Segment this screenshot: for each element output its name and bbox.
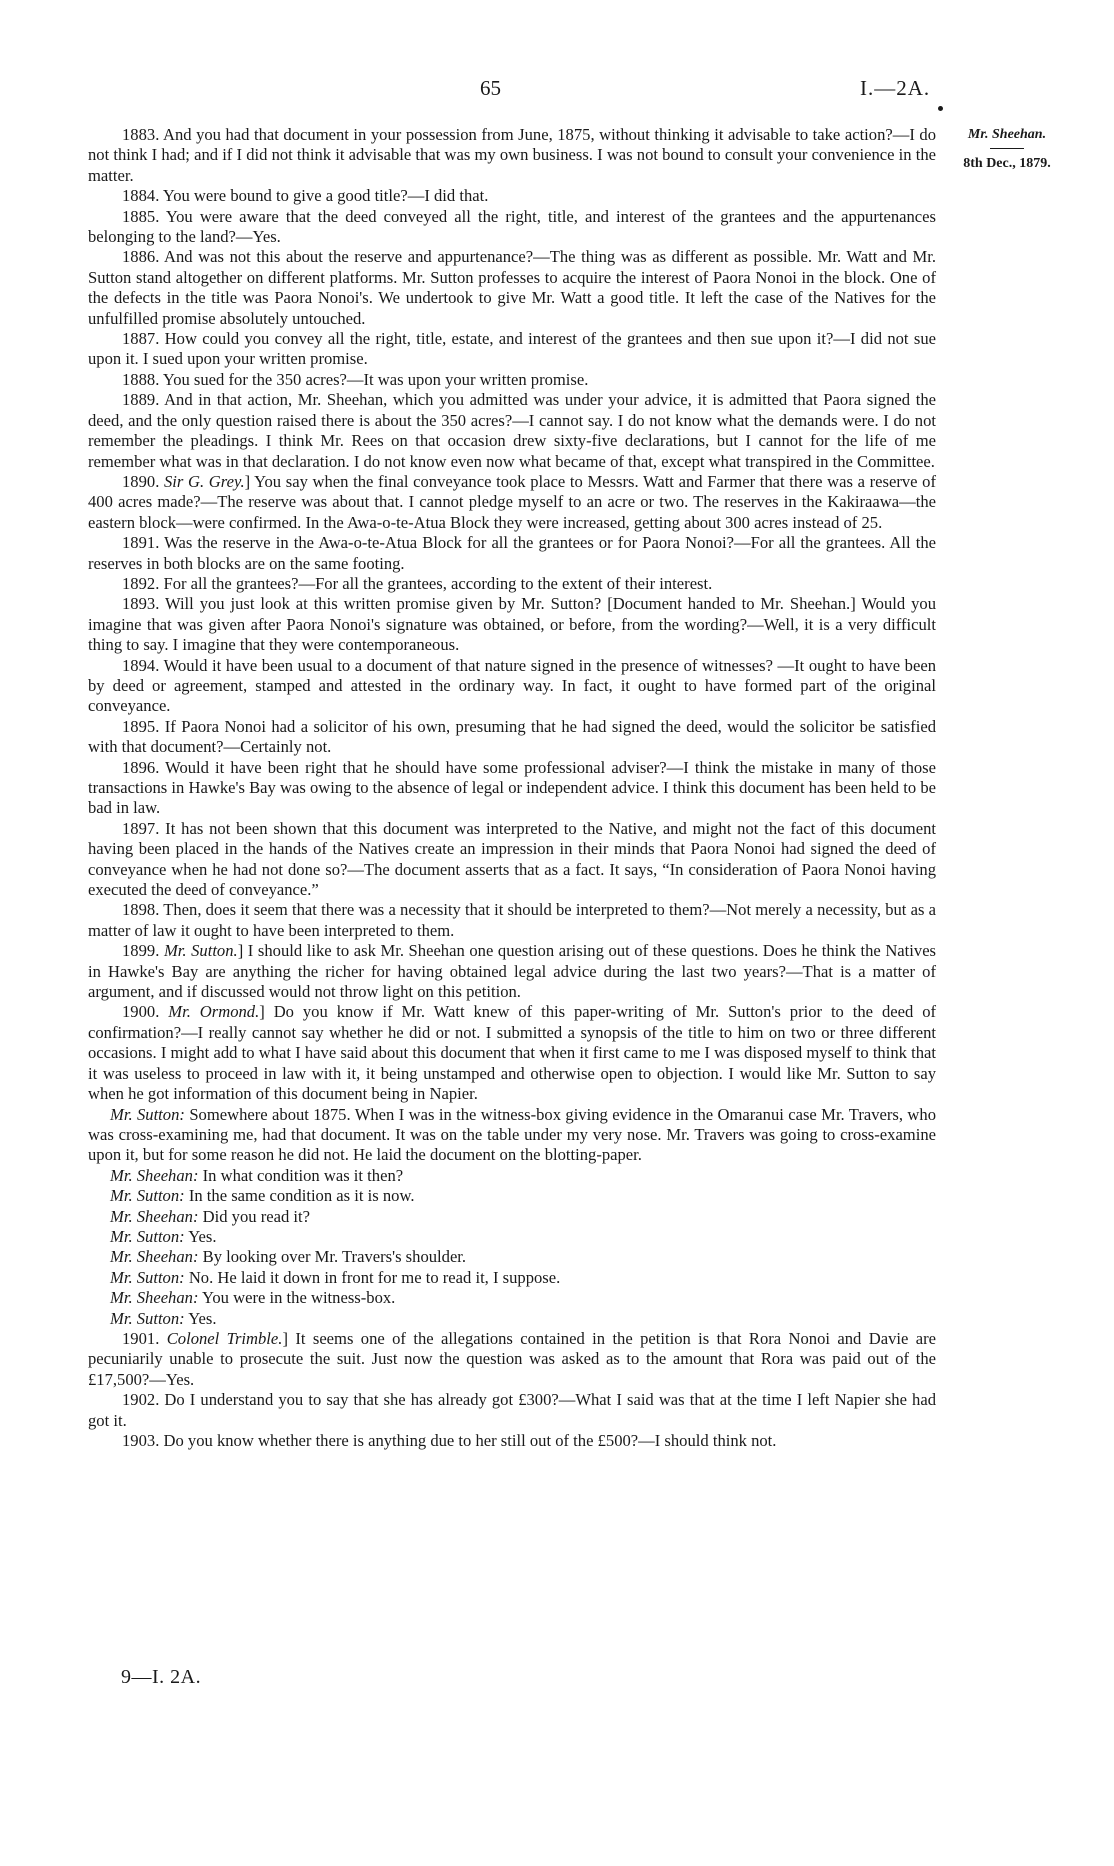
dialogue-speaker: Mr. Sutton: <box>110 1104 185 1124</box>
question-text: ] It seems one of the allegations contained in the petition is that Rora Nonoi and Davie are pecuniarily unable to prosecute the suit. Just now the question was asked as to the amount that Rora was paid out of the £17,500?—Yes. <box>88 1328 936 1389</box>
question-1901 <box>88 1329 936 1390</box>
dialogue-text: Yes. <box>188 1308 217 1328</box>
question-1892: 1892. For all the grantees?—For all the grantees, according to the extent of their interest. <box>122 573 713 593</box>
dialogue-text: Somewhere about 1875. When I was in the witness-box giving evidence in the Omaranui case Mr. Travers, who was cross-examining me, had that document. It was on the table under my very nose. Mr. Travers was going to cross-examine upon it, but for some reason he did not. He laid the document on the blotting-paper. <box>88 1104 936 1165</box>
question-1886: 1886. And was not this about the reserve and appurtenance?—The thing was as different as possible. Mr. Watt and Mr. Sutton stand altogether on different platforms. Mr. Sutton professes to acquire the interest of Paora Nonoi in the block. One of the defects in the title was Paora Nonoi's. We undertook to give Mr. Watt a good title. It left the case of the Natives for the unfulfilled promise absolutely untouched. <box>88 247 936 328</box>
question-1898: 1898. Then, does it seem that there was a necessity that it should be interpreted to them?—Not merely a necessity, but as a matter of law it ought to have been interpreted to them. <box>88 900 936 940</box>
question-number: 1890. <box>122 471 164 491</box>
question-1885: 1885. You were aware that the deed conveyed all the right, title, and interest of the grantees and the appurtenances belonging to the land?—Yes. <box>88 206 936 247</box>
question-1893: 1893. Will you just look at this written promise given by Mr. Sutton? [Document handed to Mr. Sheehan.] Would you imagine that was given after Paora Nonoi's signature was obtained, or before, from the wording?—Well, it is a very difficult thing to say. I imagine that they were contemporaneous. <box>88 594 936 655</box>
margin-note <box>943 124 1071 175</box>
question-1902: 1902. Do I understand you to say that she has already got £300?—What I said was that at the time I left Napier she had got it. <box>88 1390 936 1430</box>
dialogue-speaker: Mr. Sheehan: <box>110 1206 199 1226</box>
question-1900 <box>88 1002 936 1104</box>
margin-witness-name: Mr. Sheehan. <box>967 127 1047 142</box>
header-dot <box>938 106 943 111</box>
dialogue-text: No. He laid it down in front for me to read it, I suppose. <box>188 1267 561 1287</box>
dialogue-text: You were in the witness-box. <box>202 1288 396 1308</box>
question-number: 1901. <box>122 1328 167 1348</box>
questioner-name: Colonel Trimble. <box>166 1328 283 1348</box>
dialogue-text: In what condition was it then? <box>202 1165 404 1185</box>
dialogue-line <box>88 1288 936 1308</box>
dialogue-text: By looking over Mr. Travers's shoulder. <box>202 1247 467 1267</box>
question-1895: 1895. If Paora Nonoi had a solicitor of his own, presuming that he had signed the deed, would the solicitor be satisfied with that document?—Certainly not. <box>88 716 936 757</box>
dialogue-line <box>88 1105 936 1166</box>
question-1894: 1894. Would it have been usual to a document of that nature signed in the presence of witnesses? —It ought to have been by deed or agreement, stamped and attested in the ordinary way. In fact, it ought to have formed part of the original conveyance. <box>88 655 936 716</box>
dialogue-line <box>88 1227 936 1247</box>
question-1887: 1887. How could you convey all the right, title, estate, and interest of the grantees and then sue upon it?—I did not sue upon it. I sued upon your written promise. <box>88 329 936 369</box>
dialogue-line <box>88 1309 936 1329</box>
question-1903: 1903. Do you know whether there is anything due to her still out of the £500?—I should think not. <box>122 1431 777 1450</box>
paper-reference: I.—2A. <box>860 76 931 100</box>
question-1891: 1891. Was the reserve in the Awa-o-te-Atua Block for all the grantees or for Paora Nonoi?—For all the grantees. All the reserves in both blocks are on the same footing. <box>88 533 936 573</box>
margin-divider <box>990 148 1024 149</box>
questioner-name: Mr. Sutton. <box>163 941 238 961</box>
dialogue-line <box>88 1207 936 1227</box>
questioner-name: Mr. Ormond. <box>168 1002 260 1022</box>
dialogue-line <box>88 1186 936 1206</box>
question-1899 <box>88 941 936 1002</box>
dialogue-speaker: Mr. Sheehan: <box>110 1288 199 1308</box>
question-number: 1900. <box>122 1002 169 1022</box>
dialogue-speaker: Mr. Sutton: <box>110 1308 185 1328</box>
question-1884: 1884. You were bound to give a good title?—I did that. <box>122 186 489 206</box>
dialogue-speaker: Mr. Sheehan: <box>110 1247 199 1267</box>
question-text: ] Do you know if Mr. Watt knew of this paper-writing of Mr. Sutton's prior to the deed of confirmation?—I really cannot say whether he did or not. I submitted a synopsis of the title to him on two or three different occasions. I might add to what I have said about this document that when it first came to me I was disposed myself to think that it was useless to proceed in law with it, it being unstamped and otherwise open to objection. I would like Mr. Sutton to say when he got information of this document being in Napier. <box>88 1002 937 1104</box>
page-number: 65 <box>480 76 501 100</box>
question-1896: 1896. Would it have been right that he should have some professional adviser?—I think the mistake in many of those transactions in Hawke's Bay was owing to the absence of legal or independent advice. I think this document has been held to be bad in law. <box>88 757 936 818</box>
sheet-signature: 9—I. 2A. <box>121 1666 202 1688</box>
dialogue-line <box>88 1247 936 1267</box>
question-1889: 1889. And in that action, Mr. Sheehan, which you admitted was under your advice, it is admitted that Paora signed the deed, and the only question raised there is about the 350 acres?—I cannot say. I do not know what the demands were. I do not remember the pleadings. I think Mr. Rees on that occasion drew sixty-five declarations, but I cannot for the life of me remember what was in that declaration. I do not know even now what became of that, except what transpired in the Committee. <box>88 390 936 471</box>
question-1897: 1897. It has not been shown that this document was interpreted to the Native, and might not the fact of this document having been placed in the hands of the Natives create an impression in their minds that Paora Nonoi had signed the deed of conveyance when he had not done so?—The document asserts that as a fact. It says, “In consideration of Paora Nonoi having executed the deed of conveyance.” <box>88 818 936 900</box>
question-text: ] You say when the final conveyance took place to Messrs. Watt and Farmer that there was a reserve of 400 acres made?—The reserve was about that. I cannot pledge myself to an acre or two. The reserves in the Kakiraawa—the eastern block—were confirmed. In the Awa-o-te-Atua Block they were increased, getting about 300 acres instead of 25. <box>88 471 936 532</box>
questioner-name: Sir G. Grey. <box>164 471 245 491</box>
dialogue-speaker: Mr. Sutton: <box>110 1267 185 1287</box>
evidence-body <box>88 125 936 1451</box>
margin-date: 8th Dec., 1879. <box>963 156 1051 171</box>
dialogue-text: In the same condition as it is now. <box>188 1186 415 1206</box>
dialogue-text: Yes. <box>188 1226 217 1246</box>
question-1888: 1888. You sued for the 350 acres?—It was upon your written promise. <box>122 369 589 389</box>
dialogue-speaker: Mr. Sheehan: <box>110 1165 199 1185</box>
dialogue-speaker: Mr. Sutton: <box>110 1186 185 1206</box>
dialogue-text: Did you read it? <box>202 1206 311 1226</box>
question-number: 1899. <box>122 941 164 961</box>
question-text: ] I should like to ask Mr. Sheehan one question arising out of these questions. Does he think the Natives in Hawke's Bay are anything the richer for having obtained legal advice during the last two years?—That is a matter of argument, and if discussed would not throw light on this petition. <box>88 941 937 1002</box>
question-1883: 1883. And you had that document in your possession from June, 1875, without thinking it advisable to take action?—I do not think I had; and if I did not think it advisable that was my own business. I was not bound to consult your convenience in the matter. <box>88 125 936 185</box>
question-1890 <box>88 472 936 533</box>
dialogue-line <box>88 1268 936 1288</box>
dialogue-line <box>88 1166 936 1186</box>
dialogue-speaker: Mr. Sutton: <box>110 1226 185 1246</box>
